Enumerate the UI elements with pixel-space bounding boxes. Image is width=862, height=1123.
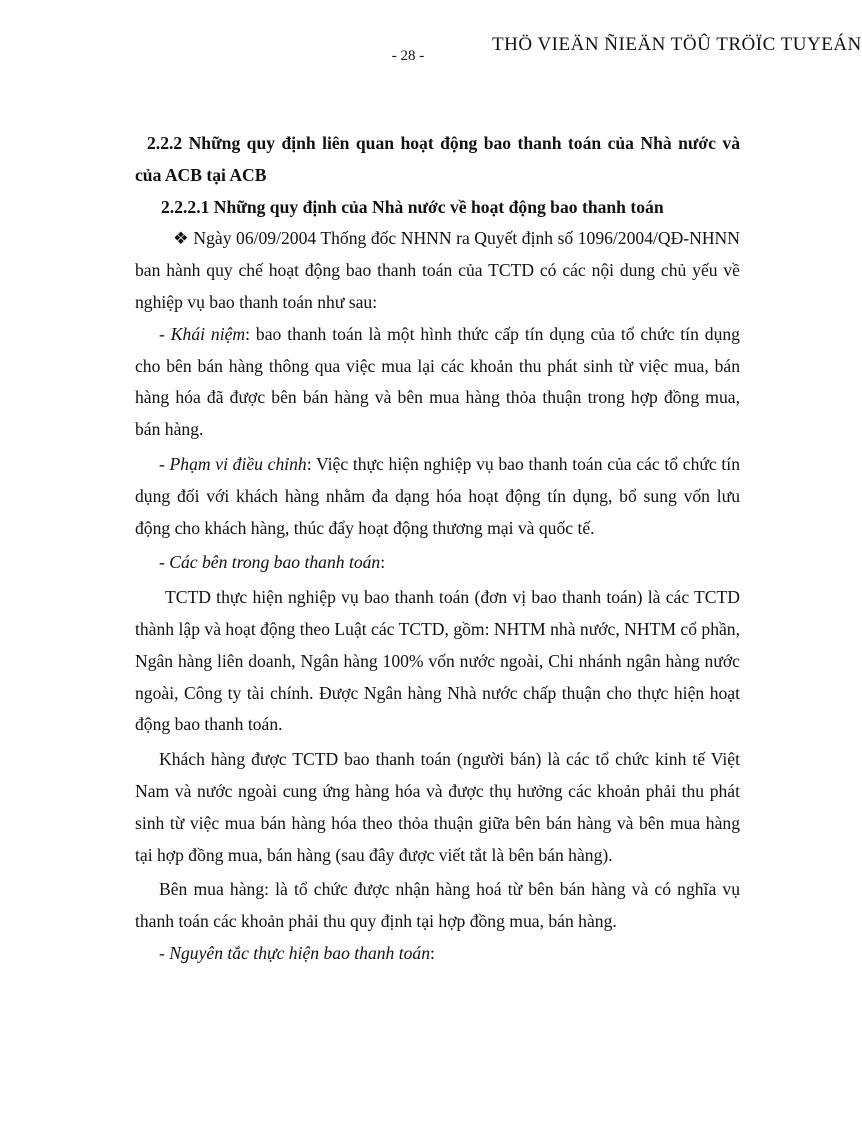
page-number: - 28 - <box>391 48 425 64</box>
paragraph-principles <box>135 938 740 970</box>
parties-text: : <box>380 552 386 573</box>
principles-text: : <box>430 942 435 963</box>
document-body <box>135 128 740 970</box>
parties-dash: - <box>159 552 170 573</box>
subsection-heading: 2.2.2.1 Những quy định của Nhà nước về hoạt động bao thanh toán <box>161 196 664 217</box>
paragraph-scope <box>135 449 740 544</box>
paragraph-decision <box>135 223 740 318</box>
parties-term: Các bên trong bao thanh toán <box>169 552 381 573</box>
scope-text: : Việc thực hiện nghiệp vụ bao thanh toán của các tổ chức tín dụng đối với khách hàng nhằm đa dạng hóa hoạt động tín dụng, bổ sung vốn lưu động cho khách hàng, thúc đẩy hoạt động thương mại và quốc tế. <box>135 453 740 538</box>
definition-text: : bao thanh toán là một hình thức cấp tín dụng của tổ chức tín dụng cho bên bán hàng thông qua việc mua lại các khoản thu phát sinh từ việc mua, bán hàng hóa đã được bên bán hàng và bên mua hàng thỏa thuận trong hợp đồng mua, bán hàng. <box>135 323 740 440</box>
definition-dash: - <box>159 323 171 344</box>
definition-term: Khái niệm <box>170 323 246 344</box>
paragraph-definition <box>135 319 740 446</box>
paragraph-buyer: Bên mua hàng: là tổ chức được nhận hàng hoá từ bên bán hàng và có nghĩa vụ thanh toán các khoản phải thu quy định tại hợp đồng mua, bán hàng. <box>135 879 740 932</box>
diamond-bullet-icon: ❖ <box>173 228 189 249</box>
principles-dash: - <box>159 942 170 963</box>
paragraph-decision-text: Ngày 06/09/2004 Thống đốc NHNN ra Quyết định số 1096/2004/QĐ-NHNN ban hành quy chế hoạt động bao thanh toán của TCTD có các nội dung chủ yếu về nghiệp vụ bao thanh toán như sau: <box>135 228 740 312</box>
paragraph-factor: TCTD thực hiện nghiệp vụ bao thanh toán (đơn vị bao thanh toán) là các TCTD thành lập và hoạt động theo Luật các TCTD, gồm: NHTM nhà nước, NHTM cổ phần, Ngân hàng liên doanh, Ngân hàng 100% vốn nước ngoài, Chi nhánh ngân hàng nước ngoài, Công ty tài chính. Được Ngân hàng Nhà nước chấp thuận cho thực hiện hoạt động bao thanh toán. <box>135 587 740 735</box>
paragraph-seller: Khách hàng được TCTD bao thanh toán (người bán) là các tổ chức kinh tế Việt Nam và nước ngoài cung ứng hàng hóa và được thụ hưởng các khoản phải thu phát sinh từ việc mua bán hàng hóa theo thỏa thuận giữa bên bán hàng và bên mua hàng tại hợp đồng mua, bán hàng (sau đây được viết tắt là bên bán hàng). <box>135 749 740 865</box>
scope-term: Phạm vi điều chỉnh <box>169 453 307 474</box>
principles-term: Nguyên tắc thực hiện bao thanh toán <box>169 942 431 963</box>
scope-dash: - <box>159 453 170 474</box>
site-header-title: THÖ VIEÄN ÑIEÄN TÖÛ TRÖÏC TUYEÁN <box>492 34 862 55</box>
paragraph-parties <box>135 547 740 579</box>
section-heading: 2.2.2 Những quy định liên quan hoạt động bao thanh toán của Nhà nước và của ACB tại ACB <box>135 133 740 185</box>
